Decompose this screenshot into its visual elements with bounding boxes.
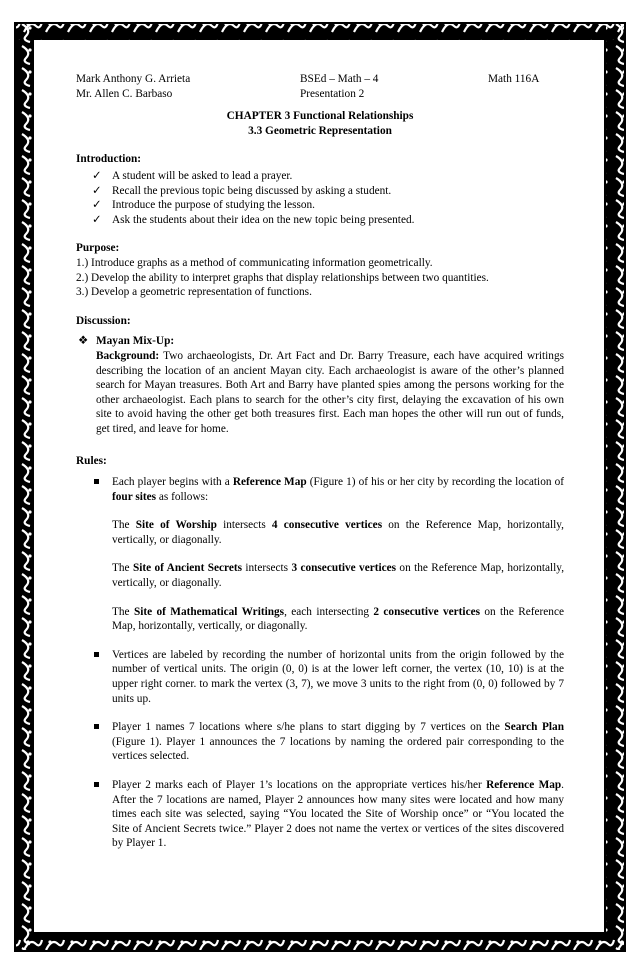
check-icon: ✓ (92, 169, 102, 182)
list-item: Player 1 names 7 locations where s/he plans to start digging by 7 vertices on the Search Plan (Figure 1). Player 1 announces the 7 locations by naming the ordered pair corresponding to the vertices selected. (92, 720, 564, 764)
list-item: Vertices are labeled by recording the number of horizontal units from the origin followed by the number of vertical units. The origin (0, 0) is at the lower left corner, the vertex (10, 10) is at the upper right corner. to mark the vertex (3, 7), we move 3 units to the right from (0, 0) followed by 7 units up. (92, 648, 564, 706)
list-item: Each player begins with a Reference Map (Figure 1) of his or her city by recording the location of four sites as follows: The Site of Worship intersects 4 consecutive vertices on the Reference Map, horizontally, vertically, or diagonally. The Site of Ancient Secrets intersects 3 consecutive vertices on the Reference Map, horizontally, vertically, or diagonally. The Site of Mathematical Writings, each intersecting 2 consecutive vertices on the Reference Map, horizontally, vertically, or diagonally. (92, 475, 564, 634)
introduction-list (76, 169, 564, 227)
chapter-title: CHAPTER 3 Functional Relationships (226, 110, 414, 123)
check-icon: ✓ (92, 199, 102, 212)
presentation-label: Presentation 2 (300, 87, 365, 100)
game-section (76, 334, 564, 436)
list-item: ✓ Introduce the purpose of studying the lesson. (92, 199, 315, 212)
header-row-1 (76, 72, 564, 87)
square-bullet-icon (94, 652, 99, 657)
rules-list (76, 475, 564, 851)
list-item: Player 2 marks each of Player 1’s locations on the appropriate vertices his/her Reference Map. After the 7 locations are named, Player 2 announces how many sites were located and how many times each site was selected, saying “You located the Site of Worship once” or “You located the Site of Ancient Secrets twice.” Player 2 does not name the vertex or vertices of the sites discovered by Player 1. (92, 778, 564, 851)
list-item: 1.) Introduce graphs as a method of communicating information geometrically. (76, 256, 433, 269)
list-item: 2.) Develop the ability to interpret graphs that display relationships between two quantities. (76, 271, 489, 284)
introduction-heading: Introduction: (76, 153, 142, 166)
section-title: 3.3 Geometric Representation (248, 124, 392, 137)
course-code: Math 116A (488, 73, 540, 85)
list-item: ✓ A student will be asked to lead a prayer. (92, 169, 293, 182)
site-secrets-rule: The Site of Ancient Secrets intersects 3 consecutive vertices on the Reference Map, horizontally, vertically, or diagonally. (112, 562, 565, 590)
rules-heading: Rules: (76, 455, 107, 468)
author-name: Mark Anthony G. Arrieta (76, 73, 191, 85)
check-icon: ✓ (92, 184, 102, 197)
discussion-heading: Discussion: (76, 314, 131, 327)
course-program: BSEd – Math – 4 (300, 73, 379, 85)
game-title: Mayan Mix-Up: (96, 335, 175, 348)
list-item: ✓ Recall the previous topic being discussed by asking a student. (92, 184, 392, 197)
purpose-heading: Purpose: (76, 242, 120, 255)
instructor-name: Mr. Allen C. Barbaso (76, 87, 173, 100)
site-writings-rule: The Site of Mathematical Writings, each intersecting 2 consecutive vertices on the Reference Map, horizontally, vertically, or diagonally. (112, 605, 564, 633)
diamond-bullet-icon: ❖ (78, 335, 89, 348)
document-body (76, 72, 564, 865)
list-item: 3.) Develop a geometric representation of functions. (76, 286, 312, 299)
list-item: ✓ Ask the students about their idea on the new topic being presented. (92, 213, 415, 226)
square-bullet-icon (94, 782, 99, 787)
background-paragraph: Background: Two archaeologists, Dr. Art Fact and Dr. Barry Treasure, each have acquired writings describing the location of an ancient Mayan city. Each archaeologist is aware of the other’s planned search for Mayan treasures. Both Art and Barry have planted spies among the persons working for the other archaeologist. Each plans to search for the other’s city first, delaying the excavation of his own site to avoid having the other get both treasures first. Each man hopes the other will run out of funds, get tired, and leave for home. (96, 349, 564, 435)
square-bullet-icon (94, 724, 99, 729)
purpose-list (76, 256, 564, 300)
square-bullet-icon (94, 479, 99, 484)
header-row-2 (76, 87, 564, 102)
check-icon: ✓ (92, 213, 102, 226)
site-worship-rule: The Site of Worship intersects 4 consecutive vertices on the Reference Map, horizontally, vertically, or diagonally. (112, 519, 565, 546)
